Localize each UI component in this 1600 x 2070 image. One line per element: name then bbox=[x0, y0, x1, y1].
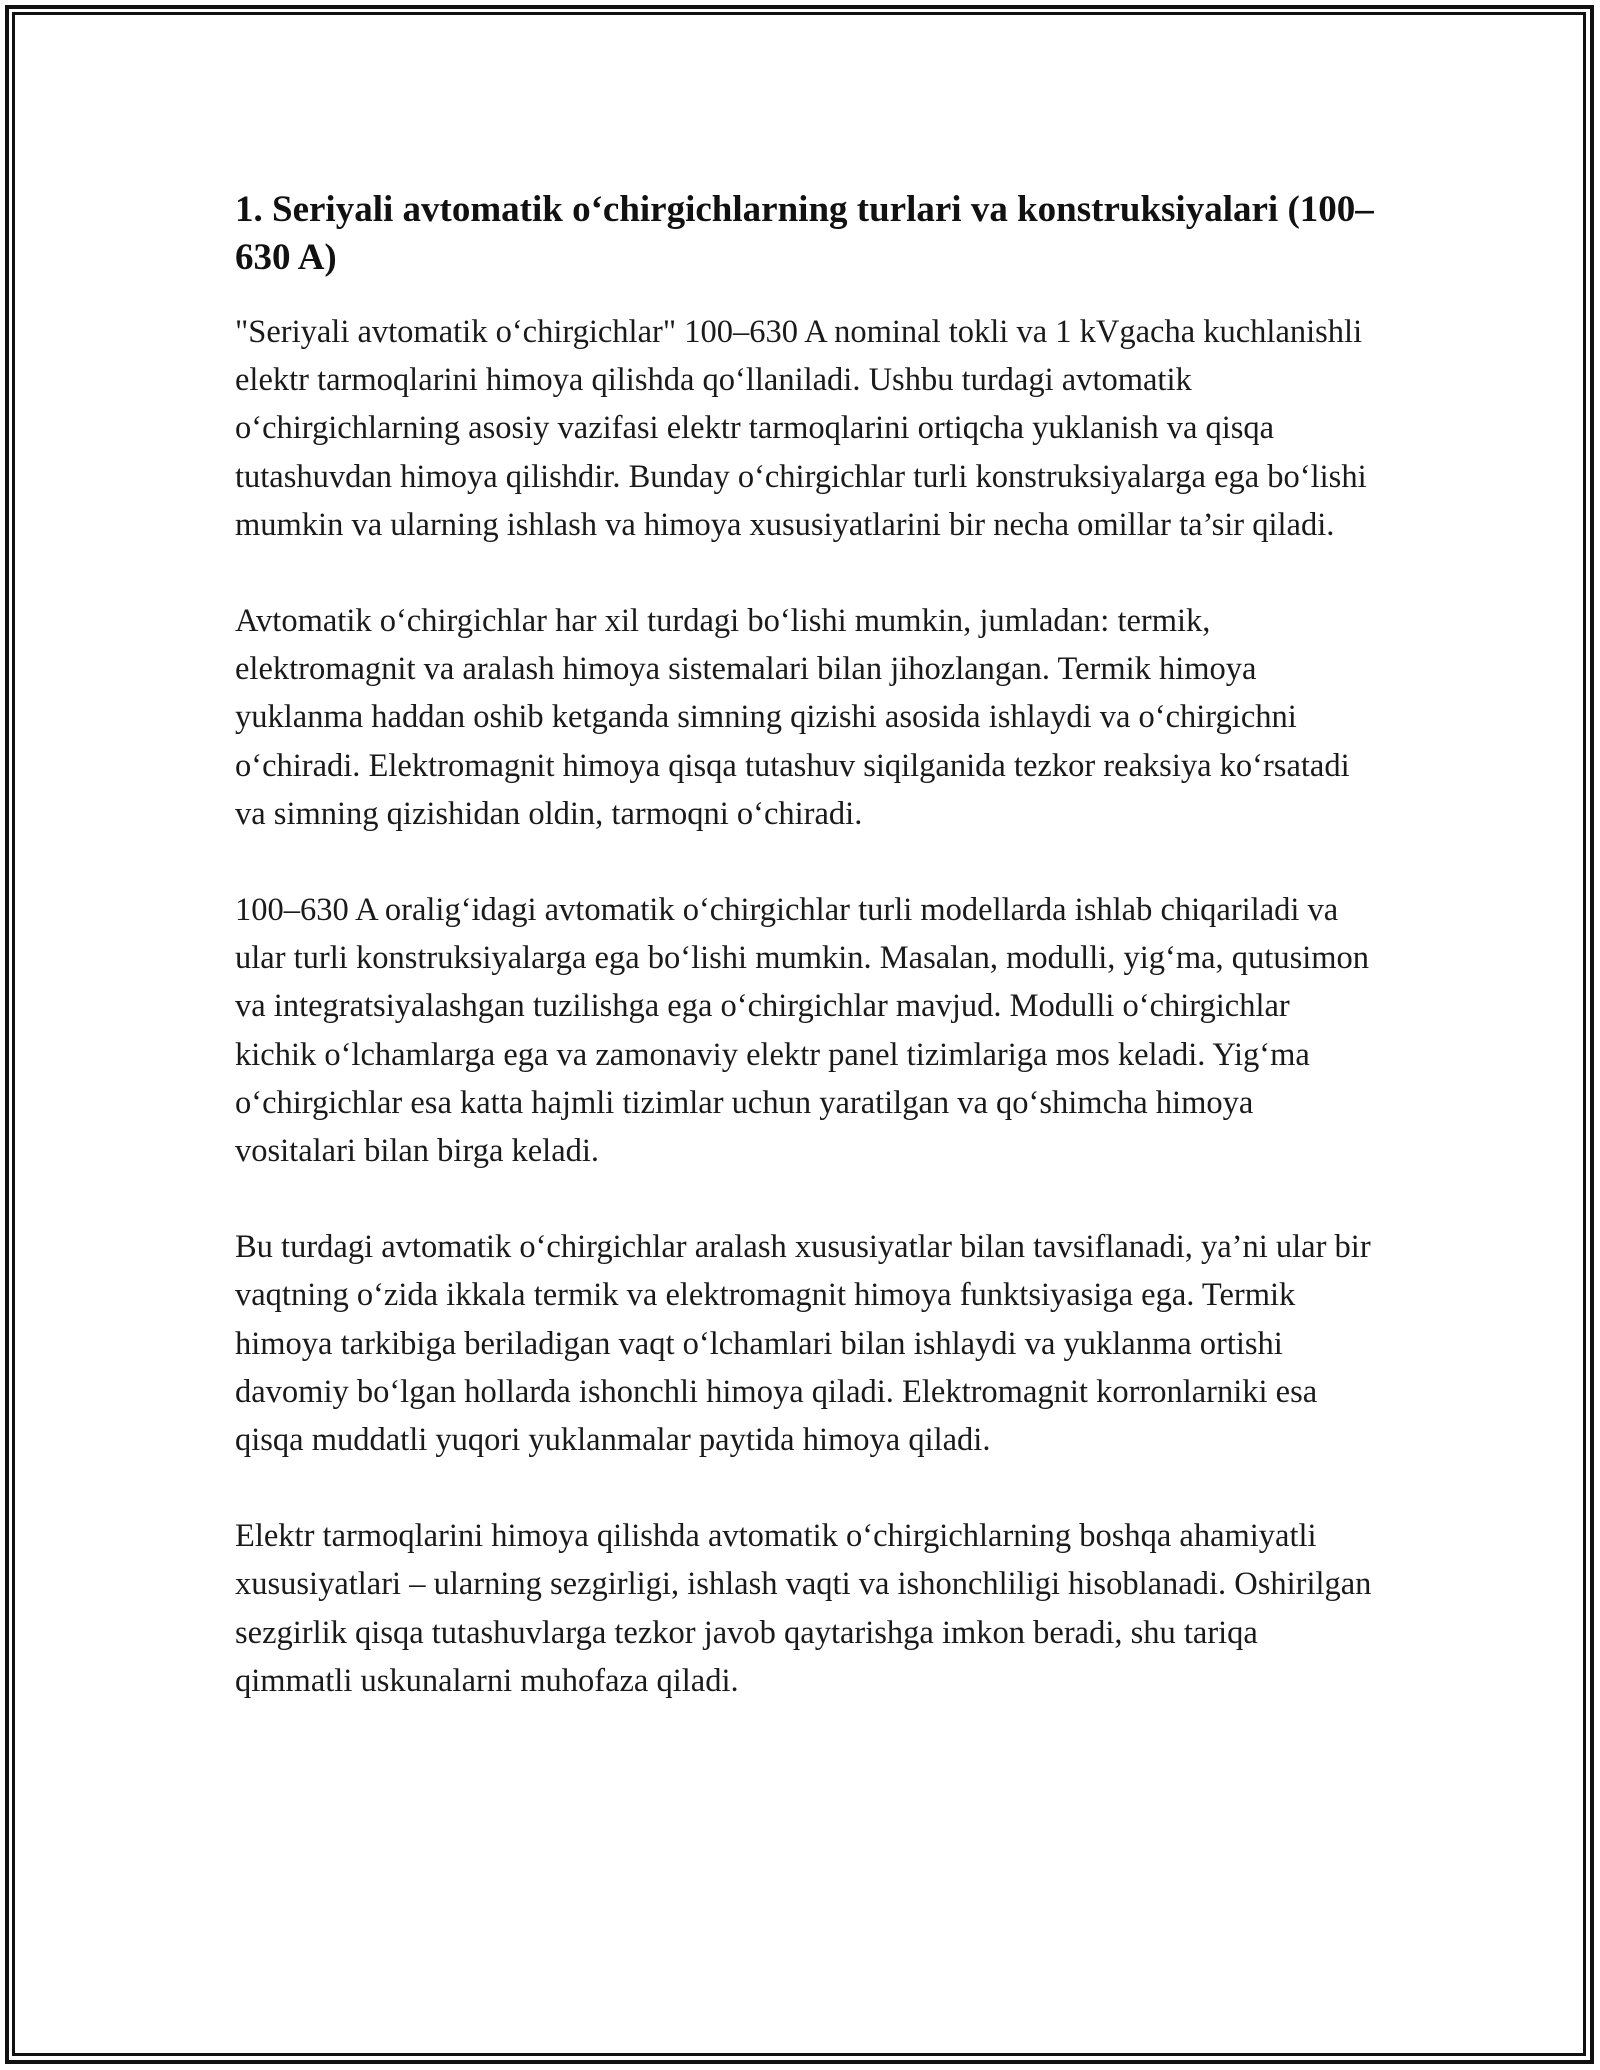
paragraph-2: Avtomatik o‘chirgichlar har xil turdagi bo‘lishi mumkin, jumladan: termik, elektromagnit va aralash himoya sistemalari bilan jihozlangan. Termik himoya yuklanma haddan oshib ketganda simning qizishi asosida ishlaydi va o‘chirgichni o‘chiradi. Elektromagnit himoya qisqa tutashuv siqilganida tezkor reaksiya ko‘rsatadi va simning qizishidan oldin, tarmoqni o‘chiradi. bbox=[235, 603, 1350, 832]
document-body bbox=[235, 186, 1375, 1753]
document-title: 1. Seriyali avtomatik o‘chirgichlarning turlari va konstruksiyalari (100–630 A) bbox=[235, 189, 1374, 278]
paragraph-4: Bu turdagi avtomatik o‘chirgichlar aralash xususiyatlar bilan tavsiflanadi, ya’ni ular bir vaqtning o‘zida ikkala termik va elektromagnit himoya funktsiyasiga ega. Termik himoya tarkibiga beriladigan vaqt o‘lchamlari bilan ishlaydi va yuklanma ortishi davomiy bo‘lgan hollarda ishonchli himoya qiladi. Elektromagnit korronlarniki esa qisqa muddatli yuqori yuklanmalar paytida himoya qiladi. bbox=[235, 1229, 1371, 1459]
paragraph-5: Elektr tarmoqlarini himoya qilishda avtomatik o‘chirgichlarning boshqa ahamiyatli xususiyatlari – ularning sezgirligi, ishlash vaqti va ishonchliligi hisoblanadi. Oshirilgan sezgirlik qisqa tutashuvlarga tezkor javob qaytarishga imkon beradi, shu tariqa qimmatli uskunalarni muhofaza qiladi. bbox=[235, 1518, 1372, 1699]
paragraph-3: 100–630 A oralig‘idagi avtomatik o‘chirgichlar turli modellarda ishlab chiqariladi va ular turli konstruksiyalarga ega bo‘lishi mumkin. Masalan, modulli, yig‘ma, qutusimon va integratsiyalashgan tuzilishga ega o‘chirgichlar mavjud. Modulli o‘chirgichlar kichik o‘lchamlarga ega va zamonaviy elektr panel tizimlariga mos keladi. Yig‘ma o‘chirgichlar esa katta hajmli tizimlar uchun yaratilgan va qo‘shimcha himoya vositalari bilan birga keladi. bbox=[235, 892, 1370, 1170]
paragraph-1: "Seriyali avtomatik o‘chirgichlar" 100–630 A nominal tokli va 1 kVgacha kuchlanishli elektr tarmoqlarini himoya qilishda qo‘llaniladi. Ushbu turdagi avtomatik o‘chirgichlarning asosiy vazifasi elektr tarmoqlarini ortiqcha yuklanish va qisqa tutashuvdan himoya qilishdir. Bunday o‘chirgichlar turli konstruksiyalarga ega bo‘lishi mumkin va ularning ishlash va himoya xususiyatlarini bir necha omillar ta’sir qiladi. bbox=[235, 314, 1367, 543]
